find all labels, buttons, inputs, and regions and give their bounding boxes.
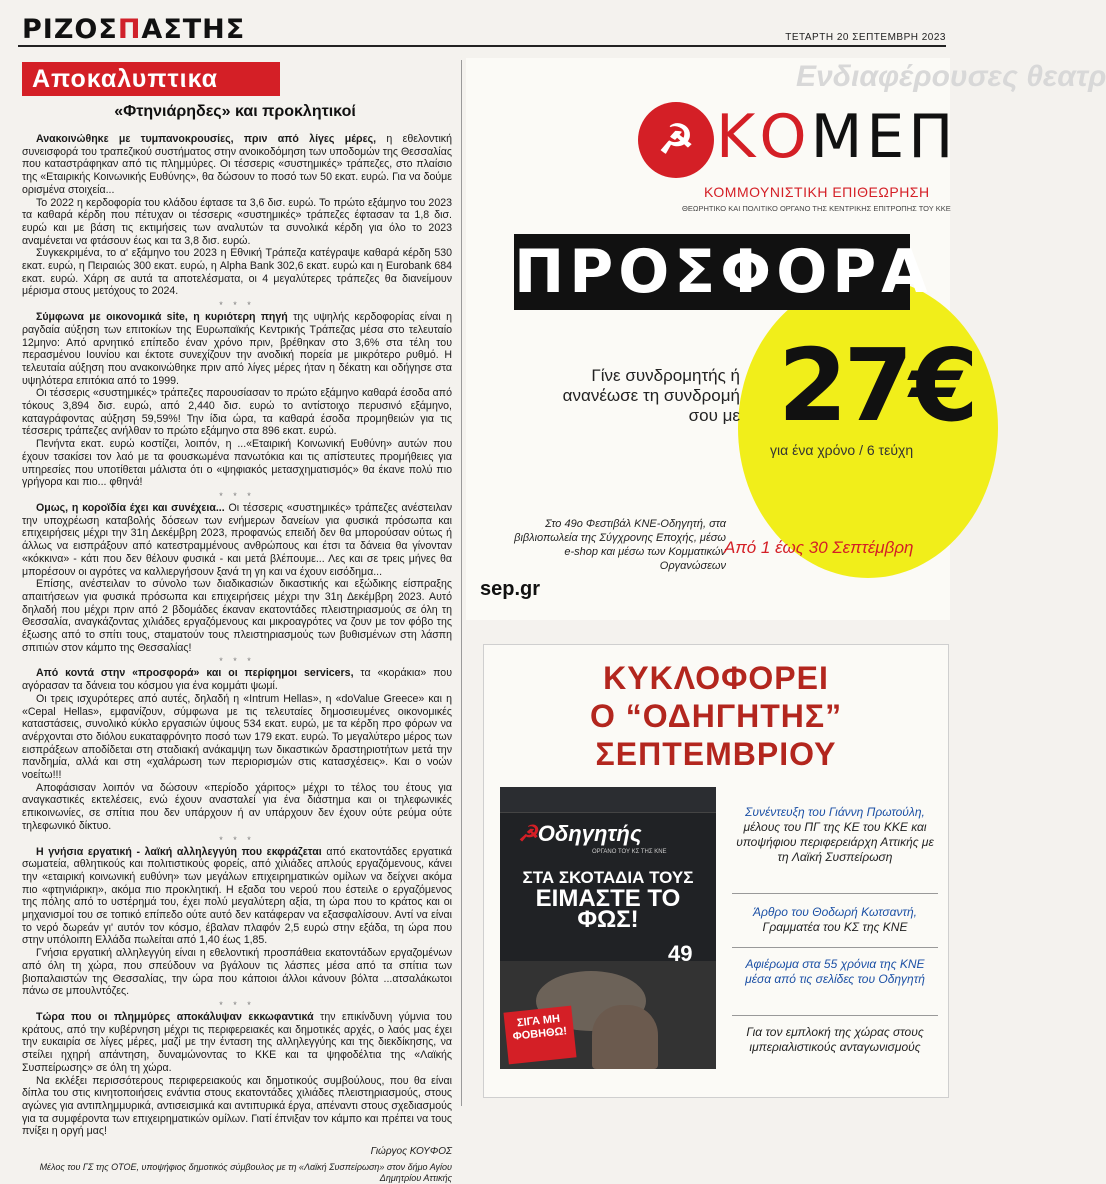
komep-logo: ΚΟΜΕΠ [716,102,958,172]
price-note: για ένα χρόνο / 6 τεύχη [770,442,914,458]
author-note: Μέλος του ΓΣ της ΟΤΟΕ, υποψήφιος δημοτικός σύμβουλος με τη «Λαϊκή Συσπείρωση» στον δήμο Αγίου Δημητρίου Αττικής [39,1161,452,1183]
paragraph: Συγκεκριμένα, το α' εξάμηνο του 2023 η Εθνική Τράπεζα κατέγραψε καθαρά κέρδη 530 εκατ. ευρώ, η Πειραιώς 300 εκατ. ευρώ, η Alpha Bank 302,6 εκατ. ευρώ και η Eurobank 684 εκατ. ευρώ. Χάρη σε αυτά τα αποτελέσματα, οι 4 μεγαλύτερες τράπεζες θα διανείμουν μέρισμα στους μετόχους το 2024. [22,247,452,298]
masthead-mark: Π [117,14,142,45]
paragraph: Αποφάσισαν λοιπόν να δώσουν «περίοδο χάριτος» μέχρι το τέλος του έτους για αναγκαστικές εκτελέσεις, ενώ έχουν ανασταλεί για ένα διάστημα και οι τηλεφωνικές επικοινωνίες, σε σπίτια που δεν υπάρχουν ή αν υπάρχουν δεν έχουν ούτε ρεύμα ούτε τηλεφωνικό δίκτυο. [22,781,452,832]
komep-offer-ad[interactable] [466,58,1106,620]
blurb-imperialism: Για τον εμπλοκή της χώρας στους ιμπεριαλιστικούς ανταγωνισμούς [746,1025,924,1054]
brand-subtitle: ΚΟΜΜΟΥΝΙΣΤΙΚΗ ΕΠΙΘΕΩΡΗΣΗ [704,184,930,200]
section-separator: * * * [219,656,255,667]
offer-banner: ΠΡΟΣΦΟΡΑ [514,234,910,310]
sep-link[interactable]: sep.gr [480,578,541,600]
magazine-cover [500,787,716,1069]
paragraph: Τώρα που οι πλημμύρες αποκάλυψαν εκκωφαντικά την επικίνδυνη γύμνια του κράτους, από την κυβέρνηση μέχρι τις περιφερειακές και δημοτικές αρχές, ο λαός μας έχει την ευκαιρία σε λίγες μέρες, μαζί με την ένταση της αλληλεγγύης και της διεκδίκησης, να στείλει ηχηρή απάντηση, δυναμώνοντας το ΚΚΕ και τα ψηφοδέλτια της «Λαϊκής Συσπείρωσης» σε όλη τη χώρα. [22,1011,452,1074]
paragraph: Οι τρεις ισχυρότερες από αυτές, δηλαδή η «Intrum Hellas», η «doValue Greece» και η «Cepal Hellas», εμφανίζουν, σύμφωνα με τις τελευταίες δημοσιευμένες οικονομικές καταστάσεις, συνολικό κύκλο εργασιών ύψους 534 εκατ. ευρώ, με τα κέρδη προ φόρων να ανέρχονται στο διόλου ευκαταφρόνητο ποσό των 179 εκατ. ευρώ. Το μεγαλύτερο μέρος των εισπράξεων αποδίδεται στη σταδιακή ανάκαμψη των δικαστικών δραστηριοτήτων μετά την πανδημία, αλλά και στη «χαλάρωση των περιορισμών στις κατασχέσεις». Και ο νοών νοείτω!!! [22,692,452,782]
blurb-divider [732,893,938,894]
paragraph: Γνήσια εργατική αλληλεγγύη είναι η εθελοντική προσπάθεια εκατοντάδων εργαζομένων από όλη τη χώρα, που σπεύδουν να βγάλουν τις λάσπες μέσα από τα σπίτια των βιοπαλαιστών της Θεσσαλίας, την ώρα που κάποιοι άλλοι κάνουν βόλτα ...ατσαλάκωτοι πάνω σε μπουλντόζες. [22,947,452,998]
section-separator: * * * [219,300,255,311]
blurb-divider [732,947,938,948]
hammer-sickle-icon: ☭ [638,102,714,178]
issue-date: ΤΕΤΑΡΤΗ 20 ΣΕΠΤΕΜΒΡΗ 2023 [785,32,946,43]
paragraph: Από κοντά στην «προσφορά» και οι περίφημοι servicers, τα «κοράκια» που αγόρασαν τα δάνεια του κόσμου για ένα κομμάτι ψωμί. [22,667,452,693]
header-rule [18,45,946,47]
paragraph: Επίσης, ανέστειλαν το σύνολο των διαδικασιών δικαστικής και εξώδικης είσπραξης απαιτήσεων για φυσικά πρόσωπα και επιχειρήσεις μέχρι την 31η Δεκέμβρη 2023. Αυτό δηλαδή που μέχρι πριν από 2 βδομάδες έκαναν εκατοντάδες πλειστηριασμούς σε όλη τη Θεσσαλία, αναγκάζοντας χιλιάδες εργαζόμενους και μικροαγρότες να ζουν με τον φόβο της έξωσης από το σπίτι τους, σταματούν τους πλειστηριασμούς των βυθισμένων στη λάσπη σπιτιών στον κάμπο της Θεσσαλίας! [22,578,452,654]
ghost-text: Ενδιαφέρουσες θεατρ [796,60,1106,93]
cover-tagline: ΟΡΓΑΝΟ ΤΟΥ ΚΣ ΤΗΣ ΚΝΕ [592,849,667,855]
masthead: ΡΙΖΟΣΠΑΣΤΗΣ [22,14,246,45]
blurb-interview: Συνέντευξη του Γιάννη Πρωτούλη, μέλους του ΠΓ της ΚΕ του ΚΚΕ και υποψήφιου περιφερειάρχη Αττικής με τη Λαϊκή Συσπείρωση [736,805,934,864]
paragraph: Η γνήσια εργατική - λαϊκή αλληλεγγύη που εκφράζεται από εκατοντάδες εργατικά σωματεία, αθλητικούς και πολιτιστικούς φορείς, από χιλιάδες απλούς εργαζόμενους, κάνει την «εταιρική κοινωνική ευθύνη» των μεγάλων επιχειρηματικών ομίλων να δείχνει ακόμα πιο «φτηνιάρικη», ακόμα πιο προκλητική. Η εξαδα του νερού που έστειλε ο εργαζόμενος της πόλης από το υστέρημά του, έχει πολύ μεγαλύτερη αξία, τη ώρα που το κράτος και οι μηχανισμοί του σε τοπικό επίπεδο ούτε αυτό δεν κατάφεραν να εξασφαλίσουν. Αντί να είναι το νερό δωρεάν γι' αυτόν τον κόσμο, έβαλαν πλαφόν 2,5 ευρώ στην εξάδα, τη ώρα που στην υπόλοιπη Ελλάδα πωλείται από 1,40 έως 1,85. [22,845,453,947]
paragraph: Ανακοινώθηκε με τυμπανοκρουσίες, πριν από λίγες μέρες, η εθελοντική συνεισφορά του τραπεζικού συστήματος στην ανοικοδόμηση των υποδομών της Θεσσαλίας που καταστράφηκαν από τις πλημμύρες. Οι τέσσερις «συστημικές» τράπεζες, στο πλαίσιο της «Εταιρικής Κοινωνικής Ευθύνης», θα δώσουν το ποσό των 50 εκατ. ευρώ. Για να δούμε ορισμένα στοιχεία... [22,133,452,196]
blurb-article: Άρθρο του Θοδωρή Κωτσαντή, Γραμματέα του ΚΣ της ΚΝΕ [753,905,917,934]
paragraph: Να εκλέξει περισσότερους περιφερειακούς και δημοτικούς συμβούλους, που θα είναι δίπλα του στις κινητοποιήσεις ενάντια στους εκατοντάδες χιλιάδες πλειστηριασμούς, στους αγώνες για αντιπλημμυρικά, αντισεισμικά και αντιπυρικά έργα, απέναντι στους σχεδιασμούς για τα συμφέροντα των επιχειρηματικών ομίλων. Γιατί έπνιξαν τον κάμπο και πρέπει να τους πνίξει η οργή μας! [22,1074,452,1138]
paragraph: Πενήντα εκατ. ευρώ κοστίζει, λοιπόν, η ...«Εταιρική Κοινωνική Ευθύνη» αυτών που έχουν τσακίσει τον λαό με τα φουσκωμένα πανωτόκια και τις απίστευτες προμήθειες για υπηρεσίες που υποτίθεται μάλιστα ότι ο «ψηφιακός μετασχηματισμός» θα έκανε πολύ πιο γρήγορα και πιο... φθηνά! [22,438,452,489]
cover-logo: ☭Οδηγητής [518,821,642,846]
cover-headline: ΣΤΑ ΣΚΟΤΑΔΙΑ ΤΟΥΣ ΕΙΜΑΣΤΕ ΤΟ ΦΩΣ! [522,868,694,933]
author-signature: Γιώργος ΚΟΥΦΟΣ [370,1146,452,1158]
magazine-headline: ΚΥΚΛΟΦΟΡΕΙ Ο “ΟΔΗΓΗΤΗΣ” ΣΕΠΤΕΜΒΡΙΟΥ [589,660,843,772]
paragraph: Σύμφωνα με οικονομικά site, η κυριότερη πηγή της υψηλής κερδοφορίας είναι η ραγδαία αύξηση των επιτοκίων της Ευρωπαϊκής Κεντρικής Τράπεζας μέσα στο τελευταίο 12μηνο: Από αρνητικό επίπεδο έναν χρόνο πριν, βρέθηκαν στο 3,6% στα τέλη του περασμένου Ιουνίου και έκτοτε συνεχίζουν την ανοδική πορεία με μικρότερο ρυθμό. Η τελευταία αύξηση που ανακοινώθηκε πριν από λίγες μέρες ήταν η δέκατη και οδήγησε στα υψηλότερα επιτόκια από το 1999. [22,311,452,387]
paragraph: Οι τέσσερις «συστημικές» τράπεζες παρουσίασαν το πρώτο εξάμηνο καθαρά έσοδα από τόκους 3,894 δισ. ευρώ, από 2,440 δισ. ευρώ το αντίστοιχο περυσινό εξάμηνο, καταγράφοντας αύξηση 59,59%! Την ίδια ώρα, τα καθαρά έσοδα προμηθειών για τις τέσσερις τράπεζες ανήλθαν το πρώτο εξάμηνο στα 896 εκατ. ευρώ. [22,387,452,438]
paragraph: Ομως, η κοροϊδία έχει και συνέχεια... Οι τέσσερις «συστημικές» τράπεζες ανέστειλαν την υποχρέωση καταβολής δόσεων των ενήμερων δανείων για φυσικά πρόσωπα και επιχειρήσεις μέχρι την 31η Δεκέμβρη 2023, προφανώς επειδή δεν θα μπορούσαν ούτως ή άλλως να εισπράξουν από κατεστραμμένους ανθρώπους και έτσι τα δάνεια θα γίνονταν «κόκκινα» - κάτι που δεν θέλουν φυσικά - και μετά βλέπουμε... Λες και σε τρεις μήνες θα μπορέσουν οι αγρότες να καλλιεργήσουν ξανά τη γη και να έχουν εισόδημα... [22,501,453,578]
section-separator: * * * [219,834,255,845]
subscribe-text: Γίνε συνδρομητής ή ανανέωσε τη συνδρομή σου με [562,366,740,425]
cover-singer-photo [592,1005,658,1069]
blurb-divider [732,1015,938,1016]
cover-sticker: ΣΙΓΑ ΜΗ ΦΟΒΗΘΩ! [503,1006,576,1065]
offer-period: Από 1 έως 30 Σεπτέμβρη [724,538,914,557]
cover-topbar [500,787,716,813]
venue-text: Στο 49ο Φεστιβάλ ΚΝΕ-Οδηγητή, στα βιβλιοπωλεία της Σύγχρονης Εποχής, μέσω e-shop και μέσω των Κομματικών Οργανώσεων [514,518,726,572]
article-title: «Φτηνιάρηδες» και προκλητικοί [114,103,356,120]
section-separator: * * * [219,1000,255,1010]
article-body [22,133,452,1184]
column-divider [461,60,462,1106]
brand-tagline: ΘΕΩΡΗΤΙΚΟ ΚΑΙ ΠΟΛΙΤΙΚΟ ΟΡΓΑΝΟ ΤΗΣ ΚΕΝΤΡΙΚΗΣ ΕΠΙΤΡΟΠΗΣ ΤΟΥ ΚΚΕ [682,204,951,213]
odigitis-magazine-ad[interactable] [483,644,949,1098]
paragraph: Το 2022 η κερδοφορία του κλάδου έφτασε τα 3,6 δισ. ευρώ. Το πρώτο εξάμηνο του 2023 τα καθαρά κέρδη που πέτυχαν οι τέσσερις «συστημικές» τράπεζες έφτασαν τα 1,8 δισ. ευρώ και με βάση τις εκτιμήσεις των αναλυτών τα συνολικά κέρδη για όλο το 2023 αναμένεται να φτάσουν έως και τα 3,8 δισ. ευρώ. [22,196,452,247]
section-separator: * * * [219,490,255,501]
column-label: Αποκαλυπτικα [22,62,280,96]
blurb-tribute: Αφιέρωμα στα 55 χρόνια της ΚΝΕ μέσα από τις σελίδες του Οδηγητή [745,957,925,986]
cover-issue-number: 49 [668,941,693,966]
offer-price: 27€ [778,327,975,444]
